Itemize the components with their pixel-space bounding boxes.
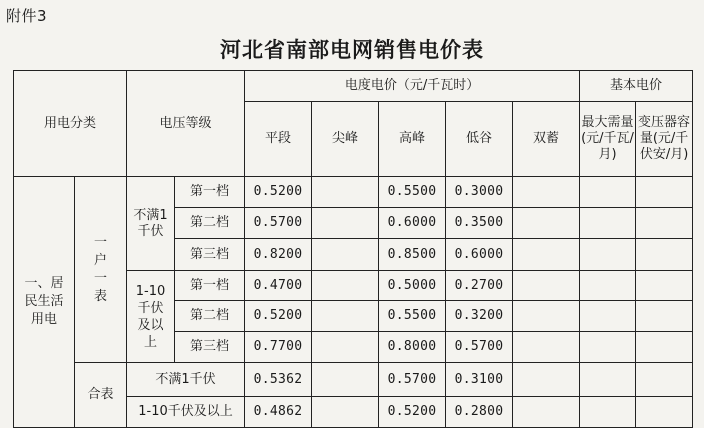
dual-price — [513, 397, 580, 428]
combined-meter-label: 合表 — [75, 363, 127, 428]
peak-price: 0.6000 — [379, 208, 446, 239]
header-peak: 高峰 — [379, 102, 446, 177]
max-demand-price — [580, 239, 636, 271]
flat-price: 0.7700 — [245, 332, 312, 363]
peak-price: 0.8000 — [379, 332, 446, 363]
header-sharp-peak: 尖峰 — [312, 102, 379, 177]
peak-price: 0.5200 — [379, 397, 446, 428]
page-title: 河北省南部电网销售电价表 — [220, 37, 484, 62]
header-valley: 低谷 — [446, 102, 513, 177]
tier-label: 第三档 — [175, 239, 245, 271]
attachment-label: 附件3 — [6, 7, 48, 25]
valley-price: 0.3100 — [446, 363, 513, 397]
transformer-price — [636, 397, 693, 428]
tier-label: 第一档 — [175, 177, 245, 208]
header-max-demand: 最大需量(元/千瓦/月) — [580, 102, 636, 177]
sharp-price — [312, 332, 379, 363]
tier-label: 第二档 — [175, 301, 245, 332]
dual-price — [513, 208, 580, 239]
max-demand-price — [580, 363, 636, 397]
valley-price: 0.6000 — [446, 239, 513, 271]
tier-label: 第一档 — [175, 271, 245, 301]
table-row — [14, 177, 693, 208]
transformer-price — [636, 239, 693, 271]
valley-price: 0.3500 — [446, 208, 513, 239]
peak-price: 0.5500 — [379, 177, 446, 208]
max-demand-price — [580, 301, 636, 332]
flat-price: 0.8200 — [245, 239, 312, 271]
table-row — [14, 363, 693, 397]
transformer-price — [636, 332, 693, 363]
residential-category: 一、居民生活用电 — [14, 177, 75, 428]
peak-price: 0.8500 — [379, 239, 446, 271]
sharp-price — [312, 239, 379, 271]
transformer-price — [636, 208, 693, 239]
price-table — [13, 70, 693, 428]
valley-price: 0.5700 — [446, 332, 513, 363]
sharp-price — [312, 208, 379, 239]
max-demand-price — [580, 397, 636, 428]
valley-price: 0.2800 — [446, 397, 513, 428]
flat-price: 0.5200 — [245, 301, 312, 332]
dual-price — [513, 239, 580, 271]
header-voltage-level: 电压等级 — [127, 71, 245, 177]
tier-label: 第二档 — [175, 208, 245, 239]
peak-price: 0.5000 — [379, 271, 446, 301]
header-basic-price: 基本电价 — [580, 71, 693, 102]
header-dual-storage: 双蓄 — [513, 102, 580, 177]
flat-price: 0.5362 — [245, 363, 312, 397]
max-demand-price — [580, 271, 636, 301]
tier-label: 第三档 — [175, 332, 245, 363]
max-demand-price — [580, 332, 636, 363]
flat-price: 0.5700 — [245, 208, 312, 239]
sharp-price — [312, 271, 379, 301]
peak-price: 0.5700 — [379, 363, 446, 397]
header-flat: 平段 — [245, 102, 312, 177]
header-energy-price: 电度电价（元/千瓦时） — [245, 71, 580, 102]
max-demand-price — [580, 177, 636, 208]
kv-1-10-label: 1-10千伏及以上 — [127, 271, 175, 363]
combined-voltage-label: 1-10千伏及以上 — [127, 397, 245, 428]
flat-price: 0.5200 — [245, 177, 312, 208]
peak-price: 0.5500 — [379, 301, 446, 332]
combined-voltage-label: 不满1千伏 — [127, 363, 245, 397]
sharp-price — [312, 363, 379, 397]
one-meter-label: 一户一表 — [75, 177, 127, 363]
valley-price: 0.2700 — [446, 271, 513, 301]
sharp-price — [312, 301, 379, 332]
max-demand-price — [580, 208, 636, 239]
header-category: 用电分类 — [14, 71, 127, 177]
header-transformer-capacity: 变压器容量(元/千伏安/月) — [636, 102, 693, 177]
transformer-price — [636, 271, 693, 301]
transformer-price — [636, 301, 693, 332]
dual-price — [513, 301, 580, 332]
dual-price — [513, 332, 580, 363]
below-1kv-label: 不满1千伏 — [127, 177, 175, 271]
dual-price — [513, 271, 580, 301]
sharp-price — [312, 177, 379, 208]
dual-price — [513, 177, 580, 208]
transformer-price — [636, 363, 693, 397]
flat-price: 0.4862 — [245, 397, 312, 428]
valley-price: 0.3000 — [446, 177, 513, 208]
flat-price: 0.4700 — [245, 271, 312, 301]
sharp-price — [312, 397, 379, 428]
transformer-price — [636, 177, 693, 208]
valley-price: 0.3200 — [446, 301, 513, 332]
dual-price — [513, 363, 580, 397]
